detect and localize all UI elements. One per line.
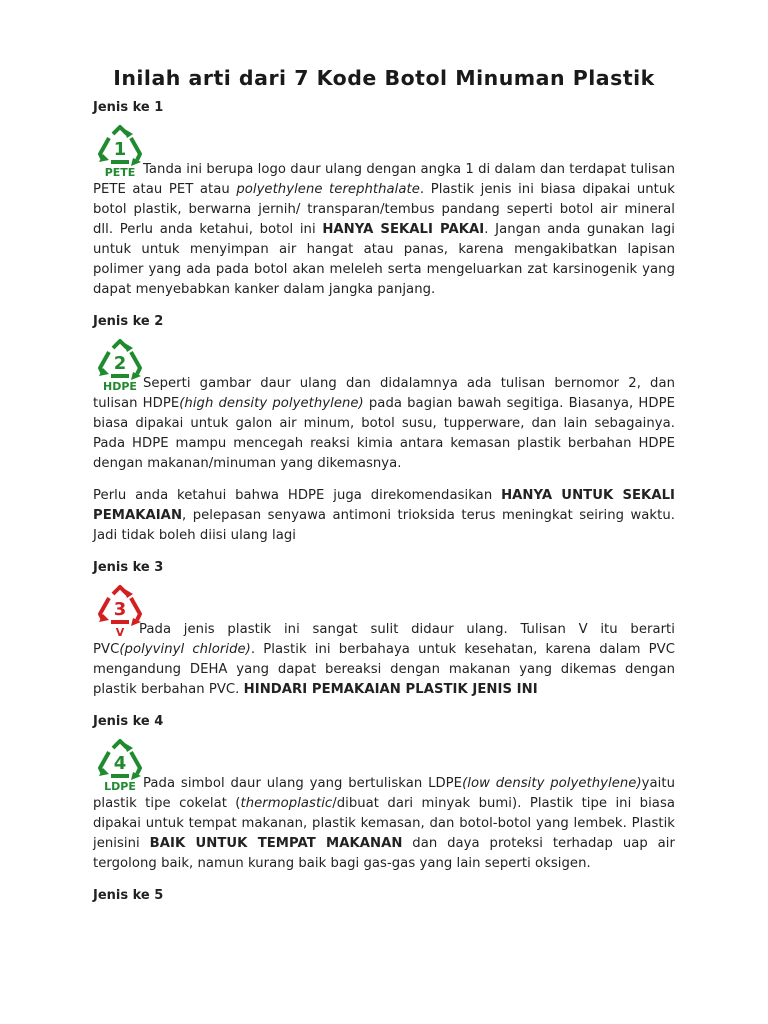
document-body (93, 98, 675, 912)
section-paragraph: Tanda ini berupa logo daur ulang dengan angka 1 di dalam dan terdapat tulisan PETE atau PET atau polyethylene terephthalate. Plastik jenis ini biasa dipakai untuk botol plastik, berwarna jernih/ transparan/tembus pandang seperti botol air mineral dll. Perlu anda ketahui, botol ini HANYA SEKALI PAKAI. Jangan anda gunakan lagi untuk untuk menyimpan air hangat atau panas, karena mengakibatkan lapisan polimer yang ada pada botol akan meleleh serta mengeluarkan zat karsinogenik yang dapat menyebabkan kanker dalam jangka panjang. (93, 162, 675, 297)
svg-text:1: 1 (113, 139, 127, 160)
svg-text:4: 4 (113, 753, 127, 774)
section-paragraph: Seperti gambar daur ulang dan didalamnya ada tulisan bernomor 2, dan tulisan HDPE(high density polyethylene) pada bagian bawah segitiga. Biasanya, HDPE biasa dipakai untuk galon air minum, botol susu, tupperware, dan lain sebagainya. Pada HDPE mampu mencegah reaksi kimia antara kemasan plastik berbahan HDPE dengan makanan/minuman yang dikemasnya. (93, 376, 675, 471)
section-heading: Jenis ke 4 (93, 714, 164, 729)
svg-text:3: 3 (113, 599, 127, 620)
section-jenis-1 (93, 98, 675, 300)
svg-text:HDPE: HDPE (103, 380, 137, 392)
section-heading: Jenis ke 1 (93, 100, 164, 115)
section-jenis-3 (93, 558, 675, 700)
svg-text:2: 2 (113, 353, 127, 374)
section-heading: Jenis ke 5 (93, 888, 164, 903)
section-paragraph: Pada jenis plastik ini sangat sulit didaur ulang. Tulisan V itu berarti PVC(polyvinyl chloride). Plastik ini berbahaya untuk kesehatan, karena dalam PVC mengandung DEHA yang dapat bereaksi dengan makanan yang dikemas dengan plastik berbahan PVC. HINDARI PEMAKAIAN PLASTIK JENIS INI (93, 622, 675, 697)
section-heading: Jenis ke 2 (93, 314, 164, 329)
page-title: Inilah arti dari 7 Kode Botol Minuman Plastik (113, 66, 655, 90)
svg-text:LDPE: LDPE (104, 780, 136, 792)
section-paragraph: Perlu anda ketahui bahwa HDPE juga direkomendasikan HANYA UNTUK SEKALI PEMAKAIAN, pelepasan senyawa antimoni trioksida terus meningkat seiring waktu. Jadi tidak boleh diisi ulang lagi (93, 488, 675, 543)
section-jenis-4 (93, 712, 675, 874)
svg-text:PETE: PETE (104, 166, 136, 178)
section-jenis-2 (93, 312, 675, 546)
section-paragraph: Pada simbol daur ulang yang bertuliskan LDPE(low density polyethylene)yaitu plastik tipe cokelat (thermoplastic/dibuat dari minyak bumi). Plastik tipe ini biasa dipakai untuk tempat makanan, plastik kemasan, dan botol-botol yang lembek. Plastik jenisini BAIK UNTUK TEMPAT MAKANAN dan daya proteksi terhadap uap air tergolong baik, namun kurang baik bagi gas-gas yang lain seperti oksigen. (93, 776, 676, 871)
svg-text:V: V (115, 626, 125, 638)
section-jenis-5 (93, 886, 675, 906)
section-heading: Jenis ke 3 (93, 560, 164, 575)
